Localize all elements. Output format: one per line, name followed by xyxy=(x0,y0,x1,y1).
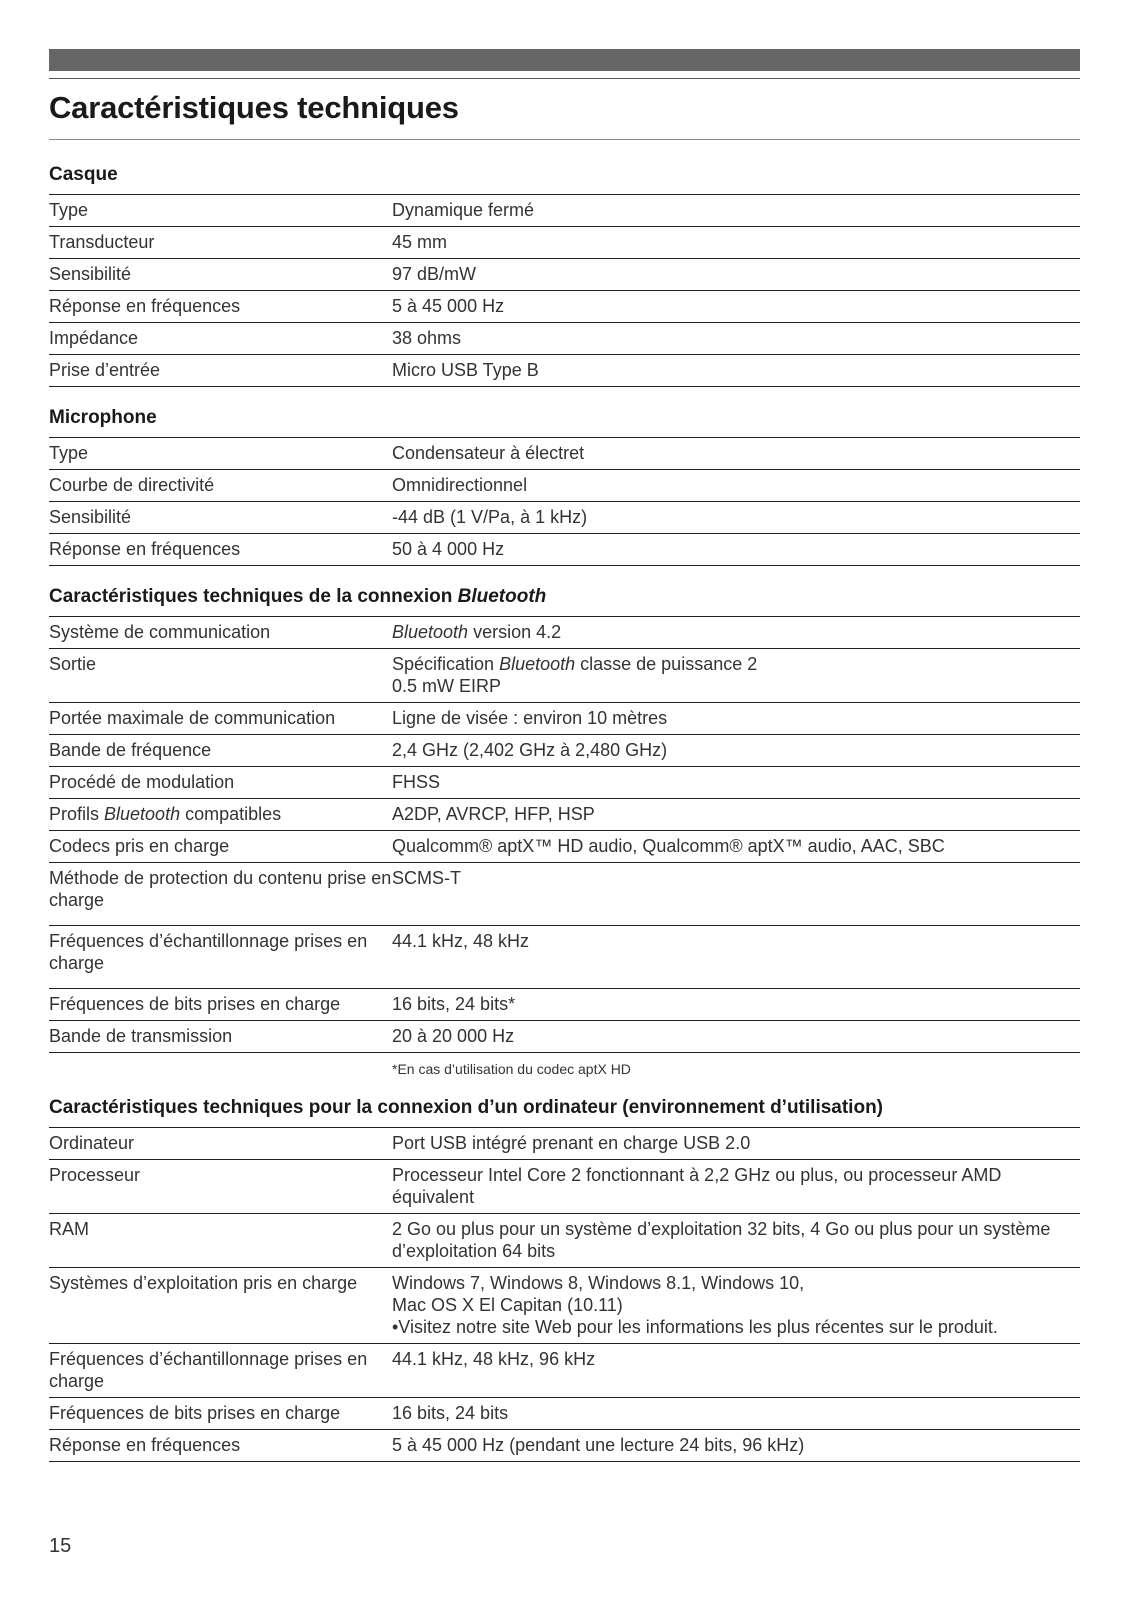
spec-value: Bluetooth version 4.2 xyxy=(392,622,562,642)
spec-value: 44.1 kHz, 48 kHz xyxy=(392,931,530,951)
spec-value: Dynamique fermé xyxy=(392,200,535,220)
table-row xyxy=(49,989,1080,1021)
spec-value: Micro USB Type B xyxy=(392,360,539,380)
spec-label: Réponse en fréquences xyxy=(49,1435,241,1455)
spec-label: Réponse en fréquences xyxy=(49,296,241,316)
table-row xyxy=(49,1398,1080,1430)
spec-label: Fréquences de bits prises en charge xyxy=(49,1403,341,1423)
spec-value: 45 mm xyxy=(392,232,448,252)
spec-value: 16 bits, 24 bits xyxy=(392,1403,509,1423)
table-row xyxy=(49,438,1080,470)
page-number: 15 xyxy=(49,1535,72,1557)
spec-value: Omnidirectionnel xyxy=(392,475,528,495)
spec-value: Processeur Intel Core 2 fonctionnant à 2,2 GHz ou plus, ou processeur AMD équivalent xyxy=(392,1165,1002,1207)
header-rule xyxy=(49,78,1080,79)
spec-value: 16 bits, 24 bits* xyxy=(392,994,516,1014)
table-row xyxy=(49,470,1080,502)
spec-label: Systèmes d’exploitation pris en charge xyxy=(49,1273,358,1293)
title-rule xyxy=(49,139,1080,140)
spec-value: A2DP, AVRCP, HFP, HSP xyxy=(392,804,595,824)
table-row xyxy=(49,1344,1080,1398)
table-row xyxy=(49,831,1080,863)
spec-value: Spécification Bluetooth classe de puissance 2 0.5 mW EIRP xyxy=(392,654,758,696)
table-row xyxy=(49,767,1080,799)
spec-label: Portée maximale de communication xyxy=(49,708,336,728)
table-row xyxy=(49,1268,1080,1344)
page-title: Caractéristiques techniques xyxy=(49,90,459,125)
table-row xyxy=(49,1160,1080,1214)
table-row xyxy=(49,259,1080,291)
spec-content xyxy=(49,162,1080,1462)
spec-value: 38 ohms xyxy=(392,328,462,348)
table-row xyxy=(49,1128,1080,1160)
table-row xyxy=(49,323,1080,355)
section-microphone xyxy=(49,405,1080,566)
spec-label: Bande de transmission xyxy=(49,1026,233,1046)
table-row xyxy=(49,735,1080,767)
spec-value: 2,4 GHz (2,402 GHz à 2,480 GHz) xyxy=(392,740,668,760)
spec-value: 5 à 45 000 Hz xyxy=(392,296,505,316)
section-bluetooth xyxy=(49,584,1080,1077)
table-row xyxy=(49,799,1080,831)
spec-label: Type xyxy=(49,443,89,463)
spec-value: FHSS xyxy=(392,772,441,792)
spec-value: -44 dB (1 V/Pa, à 1 kHz) xyxy=(392,507,588,527)
table-row xyxy=(49,502,1080,534)
section-heading: Microphone xyxy=(49,405,1080,438)
spec-value: Ligne de visée : environ 10 mètres xyxy=(392,708,668,728)
spec-label: Fréquences d’échantillonnage prises en charge xyxy=(49,1349,368,1391)
spec-value: Port USB intégré prenant en charge USB 2.0 xyxy=(392,1133,751,1153)
section-casque xyxy=(49,162,1080,387)
spec-value: 50 à 4 000 Hz xyxy=(392,539,505,559)
spec-label: RAM xyxy=(49,1219,89,1239)
table-row xyxy=(49,703,1080,735)
table-row xyxy=(49,617,1080,649)
spec-value: 44.1 kHz, 48 kHz, 96 kHz xyxy=(392,1349,596,1369)
spec-label: Courbe de directivité xyxy=(49,475,215,495)
table-row xyxy=(49,227,1080,259)
spec-label: Réponse en fréquences xyxy=(49,539,241,559)
table-row xyxy=(49,1430,1080,1462)
table-row xyxy=(49,863,1080,926)
header-bar xyxy=(49,49,1080,71)
spec-label: Profils Bluetooth compatibles xyxy=(49,804,282,824)
table-row xyxy=(49,534,1080,566)
spec-label: Transducteur xyxy=(49,232,155,252)
spec-value: 20 à 20 000 Hz xyxy=(392,1026,515,1046)
table-row xyxy=(49,355,1080,387)
footnote: *En cas d’utilisation du codec aptX HD xyxy=(392,1061,631,1077)
spec-label: Fréquences de bits prises en charge xyxy=(49,994,341,1014)
table-row xyxy=(49,1021,1080,1053)
spec-label: Procédé de modulation xyxy=(49,772,235,792)
spec-label: Ordinateur xyxy=(49,1133,135,1153)
table-row xyxy=(49,291,1080,323)
spec-label: Système de communication xyxy=(49,622,271,642)
table-row xyxy=(49,1214,1080,1268)
spec-value: SCMS-T xyxy=(392,868,461,888)
spec-label: Prise d’entrée xyxy=(49,360,161,380)
section-heading: Caractéristiques techniques pour la connexion d’un ordinateur (environnement d’utilisation) xyxy=(49,1095,1080,1128)
spec-label: Codecs pris en charge xyxy=(49,836,230,856)
table-row xyxy=(49,195,1080,227)
spec-label: Sortie xyxy=(49,654,97,674)
spec-value: 2 Go ou plus pour un système d’exploitation 32 bits, 4 Go ou plus pour un système d’exploitation 64 bits xyxy=(392,1219,1051,1261)
spec-label: Sensibilité xyxy=(49,264,132,284)
section-computer xyxy=(49,1095,1080,1462)
spec-label: Processeur xyxy=(49,1165,141,1185)
spec-label: Impédance xyxy=(49,328,139,348)
spec-value: Windows 7, Windows 8, Windows 8.1, Windows 10, Mac OS X El Capitan (10.11) •Visitez notre site Web pour les informations les plus récentes sur le produit. xyxy=(392,1273,998,1337)
spec-label: Fréquences d’échantillonnage prises en charge xyxy=(49,931,368,973)
table-row xyxy=(49,926,1080,989)
spec-value: Condensateur à électret xyxy=(392,443,585,463)
spec-value: Qualcomm® aptX™ HD audio, Qualcomm® aptX™ audio, AAC, SBC xyxy=(392,836,945,856)
spec-label: Sensibilité xyxy=(49,507,132,527)
spec-label: Méthode de protection du contenu prise en charge xyxy=(49,868,392,910)
spec-value: 97 dB/mW xyxy=(392,264,477,284)
spec-label: Type xyxy=(49,200,89,220)
table-row xyxy=(49,649,1080,703)
spec-value: 5 à 45 000 Hz (pendant une lecture 24 bits, 96 kHz) xyxy=(392,1435,805,1455)
section-heading: Caractéristiques techniques de la connexion Bluetooth xyxy=(49,584,1080,617)
spec-label: Bande de fréquence xyxy=(49,740,212,760)
section-heading: Casque xyxy=(49,162,1080,195)
